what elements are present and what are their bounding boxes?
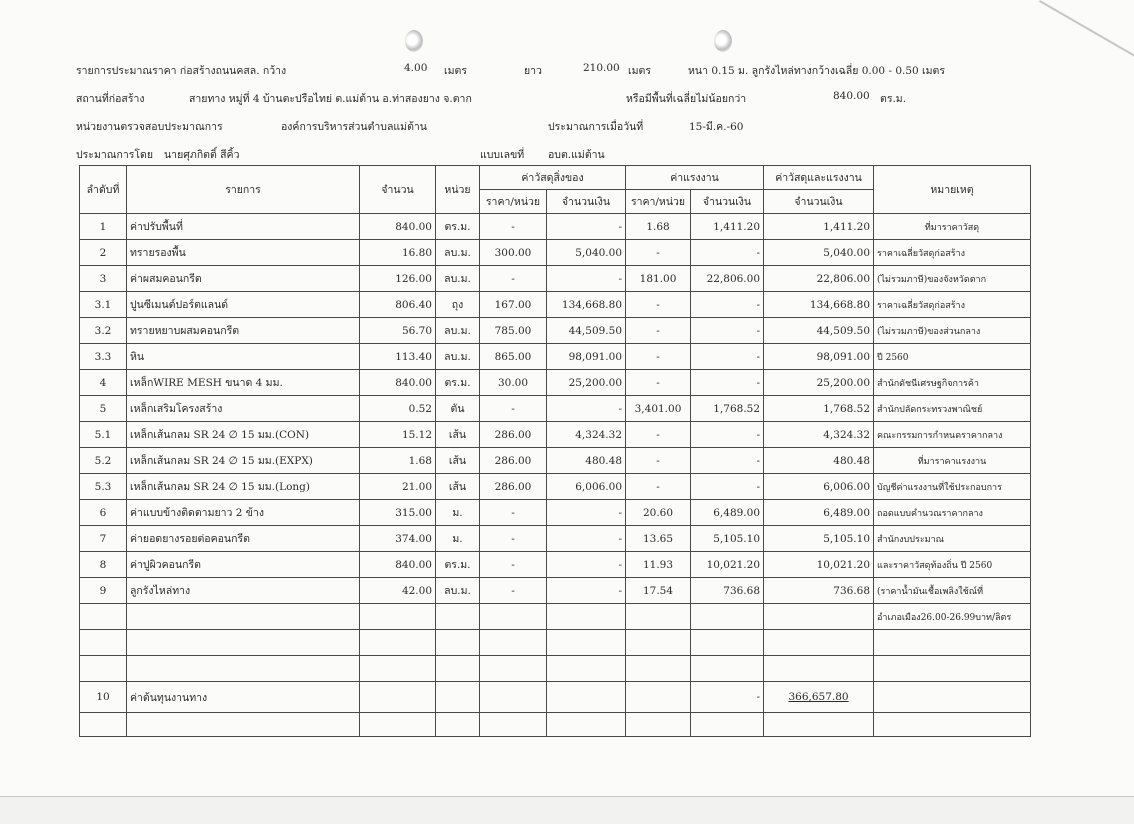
empty-row [80, 630, 1031, 656]
row-material-amount: 5,040.00 [547, 240, 626, 266]
row-remark-extra: อำเภอเมือง26.00-26.99บาท/ลิตร [874, 604, 1031, 630]
empty-cell [547, 604, 626, 630]
row-remark: ถอดแบบคำนวณราคากลาง [874, 500, 1031, 526]
row-unit: ลบ.ม. [436, 266, 480, 292]
empty-cell [80, 604, 127, 630]
row-labor-amount: 1,411.20 [691, 214, 764, 240]
col-labor-amount-header: จำนวนเงิน [691, 190, 764, 214]
row-labor-amount: - [691, 240, 764, 266]
row-labor-price: - [626, 474, 691, 500]
empty-cell [436, 604, 480, 630]
row-no: 6 [80, 500, 127, 526]
row-total: 736.68 [764, 578, 874, 604]
row-material-amount: 44,509.50 [547, 318, 626, 344]
row-total: 1,768.52 [764, 396, 874, 422]
row-remark: คณะกรรมการกำหนดราคากลาง [874, 422, 1031, 448]
row-total: 6,006.00 [764, 474, 874, 500]
row-material-amount: - [547, 396, 626, 422]
row-material-price: 785.00 [480, 318, 547, 344]
table-row [80, 474, 1031, 500]
row-material-amount: - [547, 526, 626, 552]
row-qty: 1.68 [360, 448, 436, 474]
row-unit: เส้น [436, 474, 480, 500]
row-total: 25,200.00 [764, 370, 874, 396]
area-unit: ตร.ม. [880, 93, 907, 105]
estimate-date-label: ประมาณการเมื่อวันที่ [548, 121, 644, 133]
empty-cell [626, 630, 691, 656]
row-unit: เส้น [436, 448, 480, 474]
empty-cell [626, 656, 691, 682]
col-material-amount-header: จำนวนเงิน [547, 190, 626, 214]
empty-row [80, 713, 1031, 737]
location-value: สายทาง หมู่ที่ 4 บ้านตะปรือไทย่ ต.แม่ต้าน อ.ท่าสองยาง จ.ตาก [189, 93, 472, 105]
row-total: 4,324.32 [764, 422, 874, 448]
location-label: สถานที่ก่อสร้าง [76, 93, 145, 105]
row-unit: ม. [436, 526, 480, 552]
table-row [80, 318, 1031, 344]
road-thickness-text: หนา 0.15 ม. ลูกรังไหล่ทางกว้างเฉลี่ย 0.00 - 0.50 เมตร [688, 65, 946, 77]
empty-cell [127, 604, 360, 630]
scan-footer-strip [0, 797, 1134, 824]
col-material-header: ค่าวัสดุสิ่งของ [480, 166, 626, 190]
empty-cell [80, 630, 127, 656]
empty-cell [691, 713, 764, 737]
row-unit: ลบ.ม. [436, 240, 480, 266]
cost-estimate-table [79, 165, 1031, 737]
row-no: 4 [80, 370, 127, 396]
row-remark: และราคาวัสดุท้องถิ่น ปี 2560 [874, 552, 1031, 578]
empty-cell [480, 630, 547, 656]
row-material-amount: 134,668.80 [547, 292, 626, 318]
empty-cell [360, 682, 436, 713]
empty-cell [547, 656, 626, 682]
row-remark: (ไม่รวมภาษี)ของจังหวัดตาก [874, 266, 1031, 292]
empty-cell [436, 713, 480, 737]
empty-cell [360, 656, 436, 682]
col-total-amount-header: จำนวนเงิน [764, 190, 874, 214]
row-total: 98,091.00 [764, 344, 874, 370]
row-labor-amount: - [691, 422, 764, 448]
row-material-amount: - [547, 578, 626, 604]
row-material-amount: 98,091.00 [547, 344, 626, 370]
empty-cell [874, 713, 1031, 737]
total-row-no: 10 [80, 682, 127, 713]
row-labor-price: - [626, 448, 691, 474]
row-total: 22,806.00 [764, 266, 874, 292]
table-row [80, 448, 1031, 474]
row-remark: (ราคาน้ำมันเชื้อเพลิงใช้ณ์ที่ [874, 578, 1031, 604]
col-item-header: รายการ [127, 166, 360, 214]
col-qty-header: จำนวน [360, 166, 436, 214]
empty-cell [80, 713, 127, 737]
table-row [80, 578, 1031, 604]
col-unit-header: หน่วย [436, 166, 480, 214]
empty-cell [874, 630, 1031, 656]
row-material-amount: - [547, 552, 626, 578]
row-unit: ตร.ม. [436, 214, 480, 240]
empty-cell [764, 630, 874, 656]
row-qty: 806.40 [360, 292, 436, 318]
empty-cell [691, 604, 764, 630]
row-material-price: - [480, 500, 547, 526]
row-material-amount: - [547, 266, 626, 292]
row-material-price: - [480, 396, 547, 422]
row-no: 3.1 [80, 292, 127, 318]
empty-cell [127, 713, 360, 737]
row-total: 480.48 [764, 448, 874, 474]
total-row [80, 682, 1031, 713]
row-item: ลูกรังไหล่ทาง [127, 578, 360, 604]
row-no: 5.3 [80, 474, 127, 500]
empty-cell [480, 604, 547, 630]
row-labor-amount: - [691, 448, 764, 474]
row-total: 10,021.20 [764, 552, 874, 578]
road-length-value: 210.00 [583, 62, 620, 74]
row-material-price: 286.00 [480, 422, 547, 448]
row-qty: 315.00 [360, 500, 436, 526]
plan-number-value: อบต.แม่ต้าน [548, 149, 605, 161]
row-no: 8 [80, 552, 127, 578]
row-labor-amount: - [691, 474, 764, 500]
row-no: 3.2 [80, 318, 127, 344]
row-labor-price: 3,401.00 [626, 396, 691, 422]
empty-cell [764, 604, 874, 630]
road-length-label: ยาว [524, 65, 542, 77]
estimator-label: ประมาณการโดย [76, 149, 154, 161]
empty-cell [480, 713, 547, 737]
row-material-price: 286.00 [480, 474, 547, 500]
table-row [80, 396, 1031, 422]
estimate-date-value: 15-มี.ค.-60 [689, 121, 744, 133]
row-no: 7 [80, 526, 127, 552]
empty-cell [436, 682, 480, 713]
table-row [80, 500, 1031, 526]
empty-cell [874, 682, 1031, 713]
project-label: รายการประมาณราคา ก่อสร้างถนนคสล. กว้าง [76, 65, 287, 77]
row-item: ค่าผสมคอนกรีต [127, 266, 360, 292]
row-item: เหล็กเสริมโครงสร้าง [127, 396, 360, 422]
row-item: ทรายหยาบผสมคอนกรีต [127, 318, 360, 344]
empty-cell [80, 656, 127, 682]
row-material-price: - [480, 214, 547, 240]
empty-cell [874, 656, 1031, 682]
table-row [80, 422, 1031, 448]
row-labor-price: - [626, 344, 691, 370]
row-material-price: - [480, 526, 547, 552]
row-unit: ตัน [436, 396, 480, 422]
row-total: 6,489.00 [764, 500, 874, 526]
table-row [80, 344, 1031, 370]
row-material-price: 167.00 [480, 292, 547, 318]
row-total: 1,411.20 [764, 214, 874, 240]
row-labor-price: 20.60 [626, 500, 691, 526]
row-no: 3.3 [80, 344, 127, 370]
row-material-price: 865.00 [480, 344, 547, 370]
table-row [80, 266, 1031, 292]
row-unit: ตร.ม. [436, 370, 480, 396]
row-labor-amount: 6,489.00 [691, 500, 764, 526]
row-unit: ตร.ม. [436, 552, 480, 578]
row-item: ค่าแบบข้างติดตามยาว 2 ข้าง [127, 500, 360, 526]
row-no: 5.1 [80, 422, 127, 448]
row-qty: 126.00 [360, 266, 436, 292]
header-row-main [80, 166, 1031, 190]
row-qty: 840.00 [360, 214, 436, 240]
punch-hole-right [714, 30, 732, 52]
empty-cell [480, 682, 547, 713]
row-no: 9 [80, 578, 127, 604]
row-item: เหล็กเส้นกลม SR 24 ∅ 15 มม.(CON) [127, 422, 360, 448]
col-remark-header: หมายเหตุ [874, 166, 1031, 214]
col-no-header: ลำดับที่ [80, 166, 127, 214]
row-material-amount: 480.48 [547, 448, 626, 474]
empty-cell [626, 682, 691, 713]
empty-cell [360, 630, 436, 656]
punch-hole-left [405, 30, 423, 52]
empty-cell [360, 713, 436, 737]
row-remark: ราคาเฉลี่ยวัสดุก่อสร้าง [874, 292, 1031, 318]
empty-cell [764, 656, 874, 682]
row-item: หิน [127, 344, 360, 370]
empty-cell [764, 713, 874, 737]
table-body [80, 214, 1031, 737]
col-material-price-header: ราคา/หน่วย [480, 190, 547, 214]
row-labor-price: - [626, 318, 691, 344]
total-row-item: ค่าต้นทุนงานทาง [127, 682, 360, 713]
row-labor-amount: 1,768.52 [691, 396, 764, 422]
row-qty: 15.12 [360, 422, 436, 448]
row-labor-price: - [626, 370, 691, 396]
page-fold-mark [1039, 0, 1134, 62]
row-unit: ลบ.ม. [436, 318, 480, 344]
empty-cell [547, 630, 626, 656]
row-labor-amount: - [691, 370, 764, 396]
row-total: 5,105.10 [764, 526, 874, 552]
row-qty: 21.00 [360, 474, 436, 500]
row-item: ปูนซีเมนต์ปอร์ตแลนด์ [127, 292, 360, 318]
row-labor-price: - [626, 292, 691, 318]
row-remark: สำนักดัชนีเศรษฐกิจการค้า [874, 370, 1031, 396]
row-labor-price: 11.93 [626, 552, 691, 578]
estimator-name: นายศุภกิตติ์ สีคิ้ว [164, 149, 240, 161]
row-unit: ถุง [436, 292, 480, 318]
row-material-price: 300.00 [480, 240, 547, 266]
row-material-price: - [480, 266, 547, 292]
row-item: ค่าปรับพื้นที่ [127, 214, 360, 240]
row-qty: 113.40 [360, 344, 436, 370]
road-length-unit: เมตร [628, 65, 651, 77]
col-labor-header: ค่าแรงงาน [626, 166, 764, 190]
row-total: 134,668.80 [764, 292, 874, 318]
empty-cell [436, 656, 480, 682]
empty-cell [547, 682, 626, 713]
row-no: 2 [80, 240, 127, 266]
row-item: เหล็กWIRE MESH ขนาด 4 มม. [127, 370, 360, 396]
col-total-header: ค่าวัสดุและแรงงาน [764, 166, 874, 190]
empty-cell [436, 630, 480, 656]
row-remark: ที่มาราคาแรงงาน [874, 448, 1031, 474]
row-total: 5,040.00 [764, 240, 874, 266]
col-labor-price-header: ราคา/หน่วย [626, 190, 691, 214]
row-labor-amount: 22,806.00 [691, 266, 764, 292]
road-width-unit: เมตร [444, 65, 467, 77]
row-material-amount: - [547, 214, 626, 240]
row-material-price: - [480, 552, 547, 578]
row-labor-price: - [626, 422, 691, 448]
empty-cell [626, 604, 691, 630]
empty-cell [127, 630, 360, 656]
row-qty: 840.00 [360, 370, 436, 396]
empty-cell [480, 656, 547, 682]
row-no: 3 [80, 266, 127, 292]
row-item: ค่าปูผิวคอนกรีต [127, 552, 360, 578]
plan-number-label: แบบเลขที่ [480, 149, 525, 161]
row-no: 1 [80, 214, 127, 240]
row-material-amount: - [547, 500, 626, 526]
row-unit: ลบ.ม. [436, 344, 480, 370]
total-row-labor-amount: - [691, 682, 764, 713]
row-material-amount: 6,006.00 [547, 474, 626, 500]
row-material-price: 30.00 [480, 370, 547, 396]
row-labor-amount: - [691, 292, 764, 318]
row-no: 5 [80, 396, 127, 422]
row-labor-price: 1.68 [626, 214, 691, 240]
row-qty: 16.80 [360, 240, 436, 266]
row-labor-amount: 736.68 [691, 578, 764, 604]
row-labor-amount: 5,105.10 [691, 526, 764, 552]
row-unit: ม. [436, 500, 480, 526]
row-material-amount: 25,200.00 [547, 370, 626, 396]
empty-cell [127, 656, 360, 682]
row-labor-amount: 10,021.20 [691, 552, 764, 578]
table-row [80, 370, 1031, 396]
road-width-value: 4.00 [404, 62, 428, 74]
row-labor-price: 17.54 [626, 578, 691, 604]
empty-cell [691, 656, 764, 682]
row-unit: ลบ.ม. [436, 578, 480, 604]
total-row-grand-total: 366,657.80 [764, 682, 874, 713]
area-label: หรือมีพื้นที่เฉลี่ยไม่น้อยกว่า [626, 93, 747, 105]
row-labor-amount: - [691, 344, 764, 370]
row-total: 44,509.50 [764, 318, 874, 344]
row-remark: ปี 2560 [874, 344, 1031, 370]
row-qty: 374.00 [360, 526, 436, 552]
row-remark: สำนักปลัดกระทรวงพาณิชย์ [874, 396, 1031, 422]
table-row [80, 552, 1031, 578]
row-qty: 0.52 [360, 396, 436, 422]
agency-value: องค์การบริหารส่วนตำบลแม่ต้าน [281, 121, 427, 133]
row-labor-price: 13.65 [626, 526, 691, 552]
row-remark: ที่มาราคาวัสดุ [874, 214, 1031, 240]
empty-cell [691, 630, 764, 656]
row-remark: บัญชีค่าแรงงานที่ใช้ประกอบการ [874, 474, 1031, 500]
table-row [80, 240, 1031, 266]
row-qty: 56.70 [360, 318, 436, 344]
row-remark: (ไม่รวมภาษี)ของส่วนกลาง [874, 318, 1031, 344]
row-item: ทรายรองพื้น [127, 240, 360, 266]
empty-row [80, 656, 1031, 682]
table-row [80, 292, 1031, 318]
row-material-price: 286.00 [480, 448, 547, 474]
row-material-amount: 4,324.32 [547, 422, 626, 448]
empty-cell [360, 604, 436, 630]
table-row [80, 526, 1031, 552]
row-qty: 840.00 [360, 552, 436, 578]
row-item: ค่ายอดยางรอยต่อคอนกรีต [127, 526, 360, 552]
agency-label: หน่วยงานตรวจสอบประมาณการ [76, 121, 223, 133]
area-value: 840.00 [833, 90, 870, 102]
row-remark: ราคาเฉลี่ยวัสดุก่อสร้าง [874, 240, 1031, 266]
row-remark: สำนักงบประมาณ [874, 526, 1031, 552]
table-row-remark-continuation [80, 604, 1031, 630]
row-qty: 42.00 [360, 578, 436, 604]
table-row [80, 214, 1031, 240]
row-unit: เส้น [436, 422, 480, 448]
row-item: เหล็กเส้นกลม SR 24 ∅ 15 มม.(EXPX) [127, 448, 360, 474]
row-labor-price: - [626, 240, 691, 266]
row-item: เหล็กเส้นกลม SR 24 ∅ 15 มม.(Long) [127, 474, 360, 500]
empty-cell [626, 713, 691, 737]
row-material-price: - [480, 578, 547, 604]
row-no: 5.2 [80, 448, 127, 474]
row-labor-amount: - [691, 318, 764, 344]
empty-cell [547, 713, 626, 737]
row-labor-price: 181.00 [626, 266, 691, 292]
